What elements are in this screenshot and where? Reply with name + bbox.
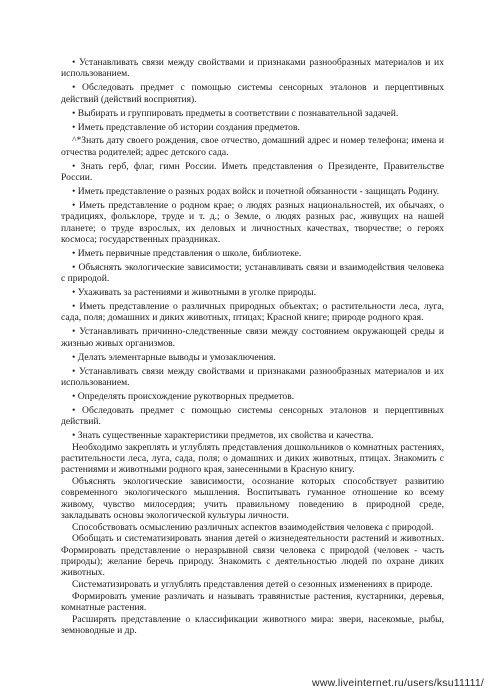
paragraph: • Знать герб, флаг, гимн России. Иметь представления о Президенте, Правительстве России. (61, 160, 444, 184)
paragraph: Способствовать осмыслению различных аспектов взаимодействия человека с природой. (72, 521, 434, 533)
paragraph: • Иметь представление о различных природных объектах; о растительности леса, луга, сада, поля; домашних и диких животных, птицах; Красной книге; природе родного края. (61, 301, 444, 324)
paragraph: • Объяснять экологические зависимости; устанавливать связи и взаимодействия человека с природой. (61, 261, 444, 285)
page-body (61, 57, 444, 637)
paragraph: • Выбирать и группировать предметы в соответствии с познавательной задачей. (72, 107, 399, 119)
paragraph: Расширять представление о классификации животного мира: звери, насекомые, рыбы, земноводные и др. (61, 613, 444, 636)
paragraph: Объяснять экологические зависимости, осознание которых способствует развитию современного экологического мышления. Воспитывать гуманное отношение ко всему живому, чувство милосердия; учить правильному поведению в природной среде, закладывать основы экологической культуры личности. (61, 476, 444, 522)
paragraph: • Иметь представление об истории создания предметов. (72, 121, 300, 133)
paragraph: • Обследовать предмет с помощью системы сенсорных эталонов и перцептивных действий. (61, 404, 444, 428)
paragraph: • Иметь представление о родном крае; о людях разных национальностей, их обычаях, о традициях, фольклоре, труде и т. д.; о Земле, о людях разных рас, живущих на нашей планете; о труде взрослых, их деловых и личностных качествах, творчестве; о героях космоса; государственных праздниках. (61, 199, 444, 245)
paragraph: • Иметь представление о разных родах войск и почетной обязанности - защищать Родину. (72, 186, 439, 197)
paragraph: Необходимо закреплять и углублять представления дошкольников о комнатных растениях, растительности леса, луга, сада, поля; о домашних и диких животных, птицах. Знакомить с растениями и животными родного края, занесенными в Красную книгу. (61, 441, 444, 476)
paragraph: Обобщать и систематизировать знания детей о жизнедеятельности растений и животных. Формировать представление о неразрывной связи человека с природой (человек - часть природы); желание беречь природу. Знакомить с деятельностью людей по охране диких животных. (61, 533, 444, 579)
paragraph: • Обследовать предмет с помощью системы сенсорных эталонов и перцептивных действий (действий восприятия). (61, 82, 444, 105)
paragraph: • Делать элементарные выводы и умозаключения. (72, 351, 276, 363)
paragraph: • Устанавливать связи между свойствами и признаками разнообразных материалов и их использованием. (61, 57, 444, 80)
paragraph: • Определять происхождение рукотворных предметов. (72, 390, 295, 402)
paragraph: • Ухаживать за растениями и животными в уголке природы. (72, 287, 317, 299)
paragraph: Формировать умение различать и называть травянистые растения, кустарники, деревья, комнатные растения. (61, 590, 444, 613)
paragraph: ^*Знать дату своего рождения, свое отчество, домашний адрес и номер телефона; имена и отчества родителей; адрес детского сада. (61, 135, 444, 158)
paragraph: • Знать существенные характеристики предметов, их свойства и качества. (72, 430, 374, 442)
paragraph: • Устанавливать связи между свойствами и признаками разнообразных материалов и их использованием. (61, 365, 444, 388)
paragraph: Систематизировать и углублять представления детей о сезонных изменениях в природе. (72, 579, 433, 591)
paragraph: • Устанавливать причинно-следственные связи между состоянием окружающей среды и жизнью живых организмов. (61, 326, 444, 349)
paragraph: • Иметь первичные представления о школе, библиотеке. (72, 247, 302, 259)
watermark-url: www.liveinternet.ru/users/ksu11111/ (312, 677, 484, 689)
